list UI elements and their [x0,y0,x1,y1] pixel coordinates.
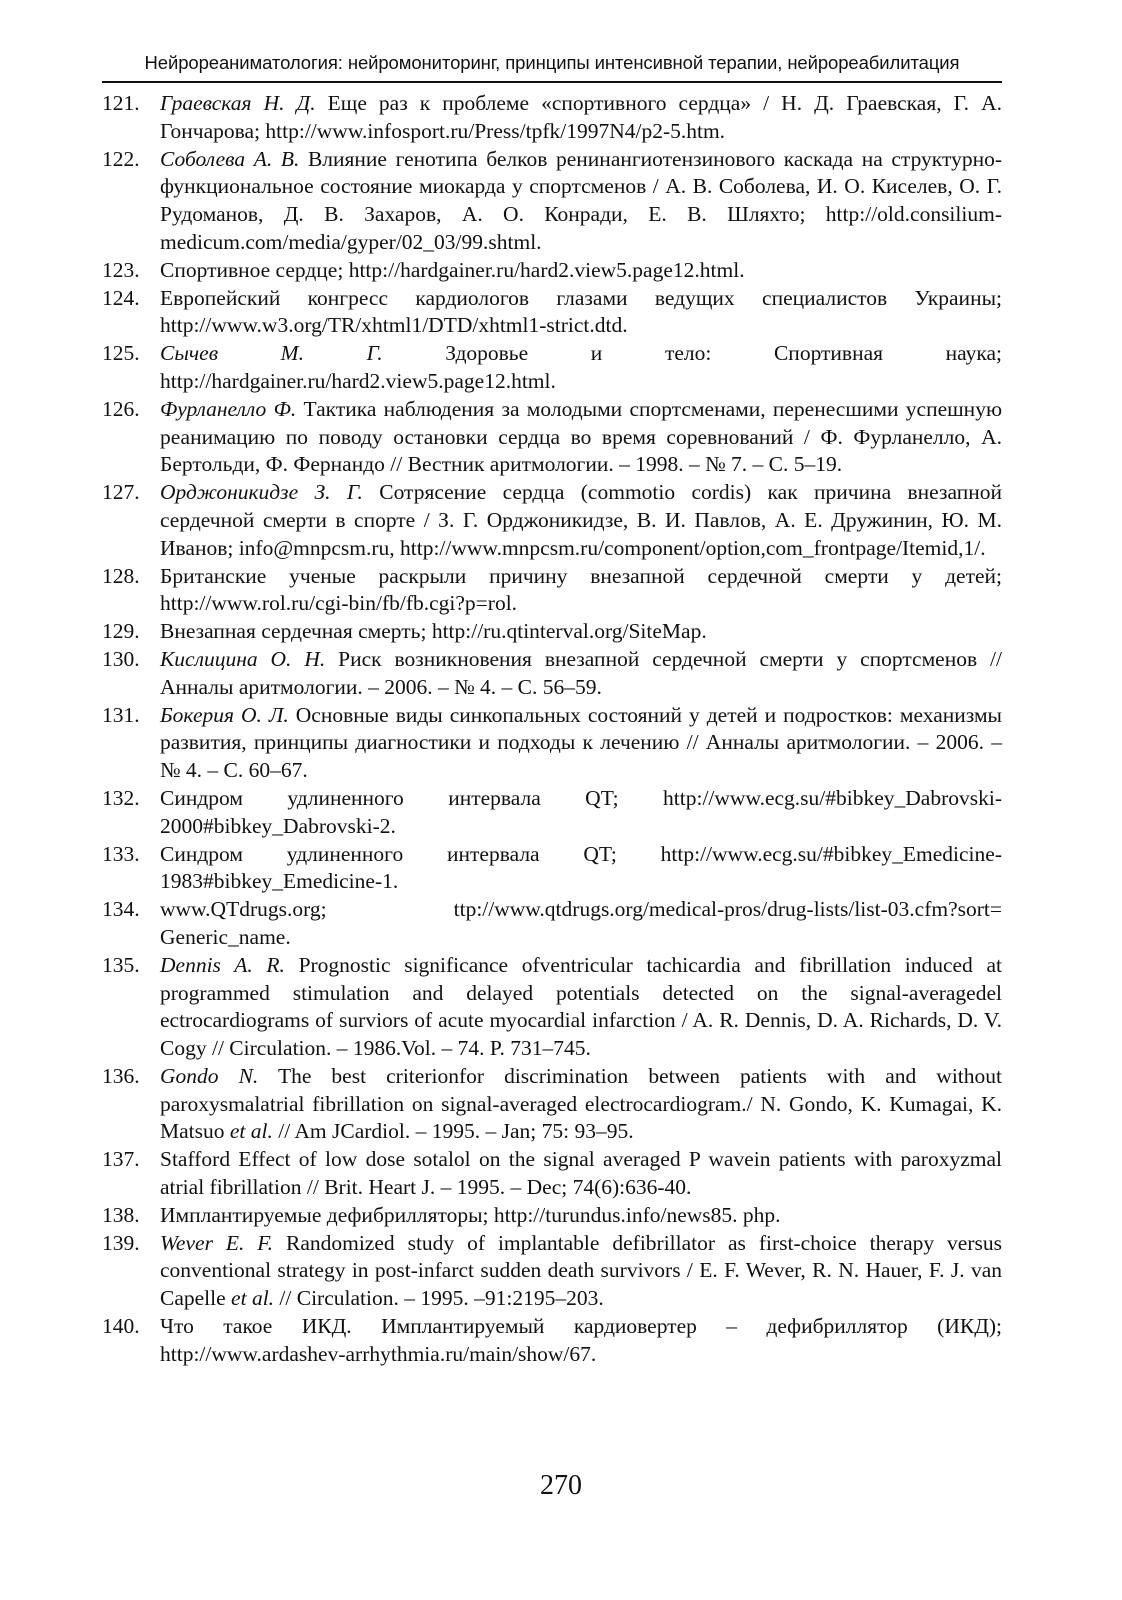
reference-item [102,479,1002,562]
reference-author: Бокерия О. Л. [160,702,289,727]
reference-tail: // Circulation. – 1995. –91:2195–203. [274,1286,604,1311]
reference-item [102,618,1002,646]
reference-item [102,1146,1002,1202]
reference-text: Европейский конгресс кардиологов глазами ведущих специалистов Украины; http://www.w3.org/TR/xhtml1/DTD/xhtml1-strict.dtd. [160,285,1002,338]
reference-text: Сотрясение сердца (commotio cordis) как причина внезапной сердечной смерти в спорте / З. Г. Орджоникидзе, В. И. Павлов, А. Е. Дружинин, Ю. М. Иванов; info@mnpcsm.ru, http://www.mnpcsm.ru/component/option,com_frontpage/Itemid,1/. [160,480,1003,560]
reference-list [102,90,1002,1369]
reference-item [102,1230,1002,1313]
reference-item [102,396,1002,479]
reference-text: Основные виды синкопальных состояний у детей и подростков: механизмы развития, принципы диагностики и подходы к лечению // Анналы аритмологии. – 2006. – № 4. – С. 60–67. [160,702,1002,783]
reference-author: Dennis A. R. [160,952,285,977]
reference-number: 123. [102,257,140,282]
reference-text: Влияние генотипа белков ренинангиотензинового каскада на структурно-функциональное состояние миокарда у спортсменов / А. В. Соболева, И. О. Киселев, О. Г. Рудоманов, Д. В. Захаров, А. О. Конради, Е. В. Шляхто; http://old.consilium-medicum.com/media/gyper/02_03/99.shtml. [160,146,1002,254]
reference-item [102,340,1002,396]
reference-author: Орджоникидзе З. Г. [160,480,363,505]
reference-number: 135. [102,952,140,977]
reference-text: Тактика наблюдения за молодыми спортсменами, перенесшими успешную реанимацию по поводу остановки сердца во время соревнований / Ф. Фурланелло, А. Бертольди, Ф. Фернандо // Вестник аритмологии. – 1998. – № 7. – С. 5–19. [160,396,1003,477]
reference-item [102,702,1002,785]
reference-number: 124. [102,285,140,310]
reference-text: Stafford Effect of low dose sotalol on the signal averaged P wavein patients with paroxyzmal atrial fibrillation // Brit. Heart J. – 1995. – Dec; 74(6):636-40. [160,1147,1002,1200]
reference-author: Соболева А. В. [160,146,300,171]
reference-etal: et al. [231,1286,275,1311]
reference-item [102,785,1002,841]
reference-number: 121. [102,91,140,115]
reference-author: Граевская Н. Д. [160,91,316,115]
reference-item [102,90,1002,146]
reference-text: Риск возникновения внезапной сердечной смерти у спортсменов // Анналы аритмологии. – 2006. – № 4. – С. 56–59. [160,646,1002,699]
reference-author: Фурланелло Ф. [160,396,297,421]
reference-text: Имплантируемые дефибрилляторы; http://turundus.info/news85. php. [160,1202,781,1227]
reference-number: 132. [102,785,140,810]
reference-number: 125. [102,341,140,366]
reference-text: Randomized study of implantable defibrillator as first-choice therapy versus conventional strategy in post-infarct sudden death survivors / E. F. Wever, R. N. Hauer, F. J. van Capelle [160,1230,1002,1311]
page-number: 270 [540,1470,582,1501]
reference-text: Здоровье и тело: Спортивная наука; http://hardgainer.ru/hard2.view5.page12.html. [160,341,1003,393]
reference-text: Внезапная сердечная смерть; http://ru.qtinterval.org/SiteMap. [160,619,707,644]
reference-number: 127. [102,480,140,505]
header-rule [102,81,1002,83]
reference-item [102,896,1002,952]
reference-number: 139. [102,1230,140,1255]
reference-item [102,841,1002,897]
reference-item [102,952,1002,1063]
reference-text: Синдром удлиненного интервала QT; http://www.ecg.su/#bibkey_Dabrovski-2000#bibkey_Dabrovski-2. [160,785,1002,838]
reference-text: Британские ученые раскрыли причину внезапной сердечной смерти у детей; http://www.rol.ru/cgi-bin/fb/fb.cgi?p=rol. [160,563,1002,616]
reference-item [102,646,1002,702]
reference-item [102,1202,1002,1230]
reference-number: 138. [102,1202,140,1227]
reference-number: 140. [102,1314,140,1339]
reference-author: Wever E. F. [160,1230,274,1255]
reference-text: The best criterionfor discrimination between patients with and without paroxysmalatrial fibrillation on signal-averaged electrocardiogram./ N. Gondo, K. Kumagai, K. Matsuo [160,1063,1002,1144]
reference-item [102,1063,1002,1146]
reference-item [102,1313,1002,1369]
reference-text: Синдром удлиненного интервала QT; http://www.ecg.su/#bibkey_Emedicine-1983#bibkey_Emedicine-1. [160,841,1002,894]
reference-author: Сычев М. Г. [160,341,383,366]
reference-text: Спортивное сердце; http://hardgainer.ru/hard2.view5.page12.html. [160,257,745,282]
reference-etal: et al. [229,1119,273,1144]
reference-author: Кислицина О. Н. [160,646,326,671]
reference-item [102,285,1002,341]
reference-author: Gondo N. [160,1063,259,1088]
reference-text: Prognostic significance ofventricular tachicardia and fibrillation induced at programmed stimulation and delayed potentials detected on the signal-averagedel ectrocardiograms of surviors of acute myocardial infarction / A. R. Dennis, D. A. Richards, D. V. Cogy // Circulation. – 1986.Vol. – 74. P. 731–745. [160,952,1002,1061]
reference-text: www.QTdrugs.org; ttp://www.qtdrugs.org/medical-pros/drug-lists/list-03.cfm?sort= Generic_name. [160,897,1002,949]
reference-tail: // Am JCardiol. – 1995. – Jan; 75: 93–95. [272,1119,634,1144]
reference-number: 126. [102,396,140,421]
reference-number: 122. [102,146,140,171]
reference-item [102,146,1002,257]
reference-number: 136. [102,1063,140,1088]
reference-number: 137. [102,1147,140,1172]
running-header: Нейрореаниматология: нейромониторинг, принципы интенсивной терапии, нейрореабилитация [144,52,960,73]
reference-number: 129. [102,619,140,644]
reference-text: Что такое ИКД. Имплантируемый кардиовертер – дефибриллятор (ИКД); http://www.ardashev-arrhythmia.ru/main/show/67. [160,1314,1002,1366]
reference-text: Еще раз к проблеме «спортивного сердца» / Н. Д. Граевская, Г. А. Гончарова; http://www.infosport.ru/Press/tpfk/1997N4/p2-5.htm. [160,91,1002,143]
reference-number: 131. [102,702,140,727]
reference-item [102,257,1002,285]
reference-number: 128. [102,563,140,588]
reference-item [102,563,1002,619]
reference-number: 130. [102,646,140,671]
reference-number: 133. [102,841,140,866]
reference-number: 134. [102,897,140,922]
